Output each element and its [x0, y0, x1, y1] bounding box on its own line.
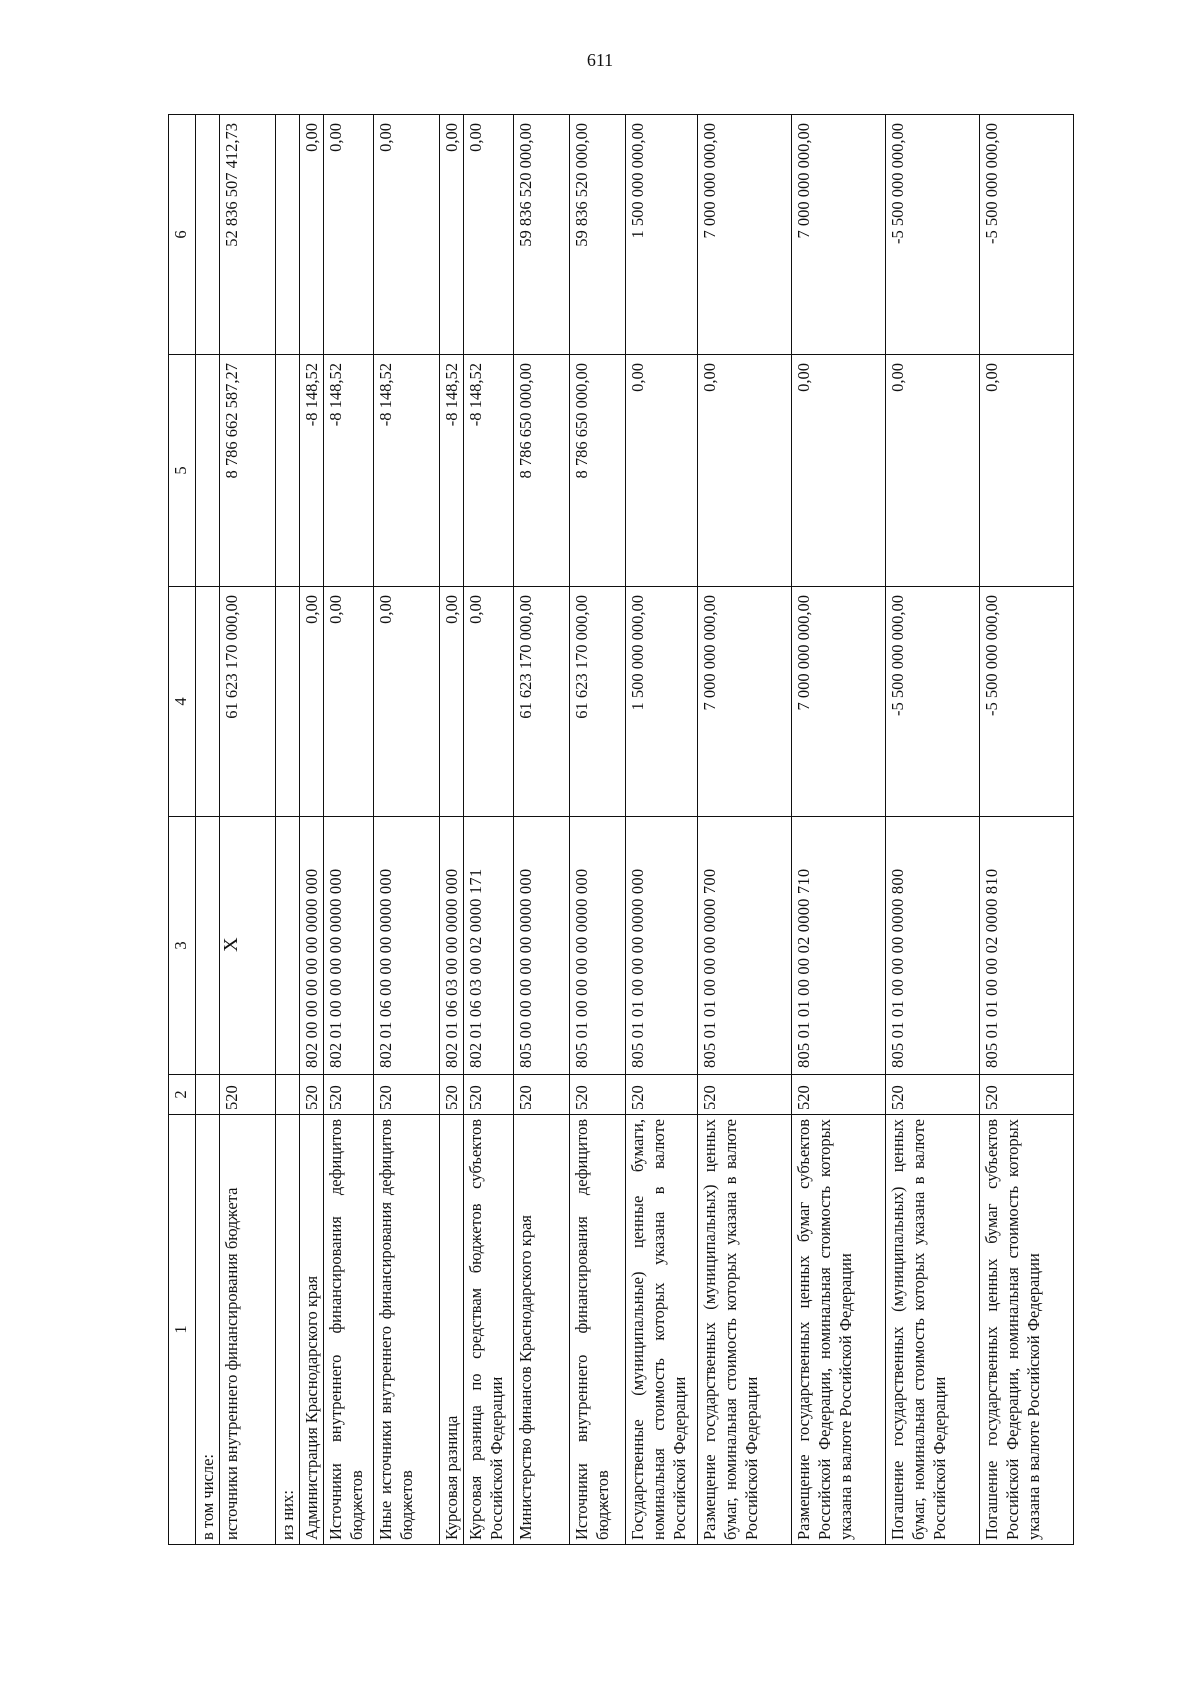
row-executed: 0,00: [792, 355, 886, 587]
row-code: 520: [324, 1075, 374, 1115]
row-executed: -8 148,52: [300, 355, 324, 587]
header-row: [169, 115, 196, 1545]
row-classifier: 805 01 01 00 00 02 0000 810: [980, 817, 1074, 1075]
row-approved: 7 000 000 000,00: [792, 587, 886, 817]
row-unexecuted: 0,00: [464, 115, 514, 355]
row-approved: 0,00: [464, 587, 514, 817]
row-executed: 8 786 650 000,00: [570, 355, 626, 587]
row-classifier: 802 01 06 03 00 00 0000 000: [440, 817, 464, 1075]
row-classifier: 805 01 01 00 00 00 0000 800: [886, 817, 980, 1075]
row-classifier: [196, 817, 220, 1075]
row-approved: [196, 587, 220, 817]
row-executed: -8 148,52: [324, 355, 374, 587]
row-unexecuted: 0,00: [324, 115, 374, 355]
row-name: Государственные (муниципальные) ценные бумаги, номинальная стоимость которых указана в валюте Российской Федерации: [626, 1115, 698, 1545]
row-unexecuted: 0,00: [440, 115, 464, 355]
row-unexecuted: 52 836 507 412,73: [220, 115, 276, 355]
row-executed: -8 148,52: [440, 355, 464, 587]
row-code: 520: [514, 1075, 570, 1115]
table-row: [886, 115, 980, 1545]
row-code: 520: [698, 1075, 792, 1115]
row-executed: -8 148,52: [374, 355, 440, 587]
row-name: Погашение государственных ценных бумаг субъектов Российской Федерации, номинальная стоимость которых указана в валюте Российской Федерации: [980, 1115, 1074, 1545]
row-name: Источники внутреннего финансирования дефицитов бюджетов: [324, 1115, 374, 1545]
row-code: 520: [440, 1075, 464, 1115]
row-name: Администрация Краснодарского края: [300, 1115, 324, 1545]
row-classifier: 802 01 06 03 00 02 0000 171: [464, 817, 514, 1075]
row-code: 520: [464, 1075, 514, 1115]
row-approved: 0,00: [440, 587, 464, 817]
row-executed: -8 148,52: [464, 355, 514, 587]
row-name: Погашение государственных (муниципальных) ценных бумаг, номинальная стоимость которых указана в валюте Российской Федерации: [886, 1115, 980, 1545]
row-unexecuted: [276, 115, 300, 355]
row-classifier: 802 01 06 00 00 00 0000 000: [374, 817, 440, 1075]
row-classifier: [276, 817, 300, 1075]
row-unexecuted: 59 836 520 000,00: [514, 115, 570, 355]
table-row: [626, 115, 698, 1545]
table-row: [324, 115, 374, 1545]
row-name: Размещение государственных (муниципальных) ценных бумаг, номинальная стоимость которых указана в валюте Российской Федерации: [698, 1115, 792, 1545]
row-name: Иные источники внутреннего финансирования дефицитов бюджетов: [374, 1115, 440, 1545]
table-row: [374, 115, 440, 1545]
row-name: Министерство финансов Краснодарского края: [514, 1115, 570, 1545]
row-executed: [276, 355, 300, 587]
row-classifier: 802 00 00 00 00 00 0000 000: [300, 817, 324, 1075]
col-header-2: 2: [169, 1075, 196, 1115]
table-row: [196, 115, 220, 1545]
row-unexecuted: 7 000 000 000,00: [698, 115, 792, 355]
row-code: [196, 1075, 220, 1115]
row-code: 520: [886, 1075, 980, 1115]
row-classifier: 802 01 00 00 00 00 0000 000: [324, 817, 374, 1075]
table-row: [220, 115, 276, 1545]
row-code: 520: [300, 1075, 324, 1115]
row-approved: -5 500 000 000,00: [980, 587, 1074, 817]
row-code: 520: [374, 1075, 440, 1115]
row-name: из них:: [276, 1115, 300, 1545]
row-unexecuted: -5 500 000 000,00: [886, 115, 980, 355]
row-unexecuted: 1 500 000 000,00: [626, 115, 698, 355]
row-code: 520: [792, 1075, 886, 1115]
col-header-3: 3: [169, 817, 196, 1075]
table-row: [980, 115, 1074, 1545]
row-code: [276, 1075, 300, 1115]
row-name: Источники внутреннего финансирования дефицитов бюджетов: [570, 1115, 626, 1545]
row-classifier: 805 00 00 00 00 00 0000 000: [514, 817, 570, 1075]
row-approved: 61 623 170 000,00: [514, 587, 570, 817]
row-unexecuted: 0,00: [300, 115, 324, 355]
row-unexecuted: 7 000 000 000,00: [792, 115, 886, 355]
row-name: в том числе:: [196, 1115, 220, 1545]
row-name: Размещение государственных ценных бумаг субъектов Российской Федерации, номинальная стоимость которых указана в валюте Российской Федерации: [792, 1115, 886, 1545]
row-code: 520: [570, 1075, 626, 1115]
row-approved: 0,00: [300, 587, 324, 817]
table-row: [792, 115, 886, 1545]
row-classifier: 805 01 01 00 00 00 0000 700: [698, 817, 792, 1075]
table-row: [300, 115, 324, 1545]
row-approved: 61 623 170 000,00: [220, 587, 276, 817]
row-executed: 0,00: [886, 355, 980, 587]
row-code: 520: [626, 1075, 698, 1115]
row-executed: 0,00: [698, 355, 792, 587]
row-code: 520: [220, 1075, 276, 1115]
col-header-4: 4: [169, 587, 196, 817]
row-approved: 0,00: [324, 587, 374, 817]
col-header-6: 6: [169, 115, 196, 355]
row-code: 520: [980, 1075, 1074, 1115]
table-row: [464, 115, 514, 1545]
row-executed: 0,00: [626, 355, 698, 587]
row-unexecuted: -5 500 000 000,00: [980, 115, 1074, 355]
budget-sources-table: [168, 114, 1074, 1545]
rotated-table-wrapper: [168, 115, 1068, 1545]
row-approved: 1 500 000 000,00: [626, 587, 698, 817]
row-classifier: 805 01 00 00 00 00 0000 000: [570, 817, 626, 1075]
row-approved: [276, 587, 300, 817]
table-row: [698, 115, 792, 1545]
col-header-1: 1: [169, 1115, 196, 1545]
row-unexecuted: 0,00: [374, 115, 440, 355]
page-number: 611: [586, 50, 614, 70]
col-header-5: 5: [169, 355, 196, 587]
row-classifier: 805 01 01 00 00 02 0000 710: [792, 817, 886, 1075]
table-row: [440, 115, 464, 1545]
row-name: Курсовая разница: [440, 1115, 464, 1545]
row-classifier: 805 01 01 00 00 00 0000 000: [626, 817, 698, 1075]
row-approved: -5 500 000 000,00: [886, 587, 980, 817]
row-executed: 0,00: [980, 355, 1074, 587]
row-executed: 8 786 650 000,00: [514, 355, 570, 587]
row-unexecuted: 59 836 520 000,00: [570, 115, 626, 355]
row-name: Курсовая разница по средствам бюджетов субъектов Российской Федерации: [464, 1115, 514, 1545]
table-row: [276, 115, 300, 1545]
row-classifier: X: [220, 817, 276, 1075]
row-name: источники внутреннего финансирования бюджета: [220, 1115, 276, 1545]
row-approved: 0,00: [374, 587, 440, 817]
table-row: [570, 115, 626, 1545]
table-row: [514, 115, 570, 1545]
row-executed: 8 786 662 587,27: [220, 355, 276, 587]
row-unexecuted: [196, 115, 220, 355]
row-executed: [196, 355, 220, 587]
row-approved: 7 000 000 000,00: [698, 587, 792, 817]
row-approved: 61 623 170 000,00: [570, 587, 626, 817]
